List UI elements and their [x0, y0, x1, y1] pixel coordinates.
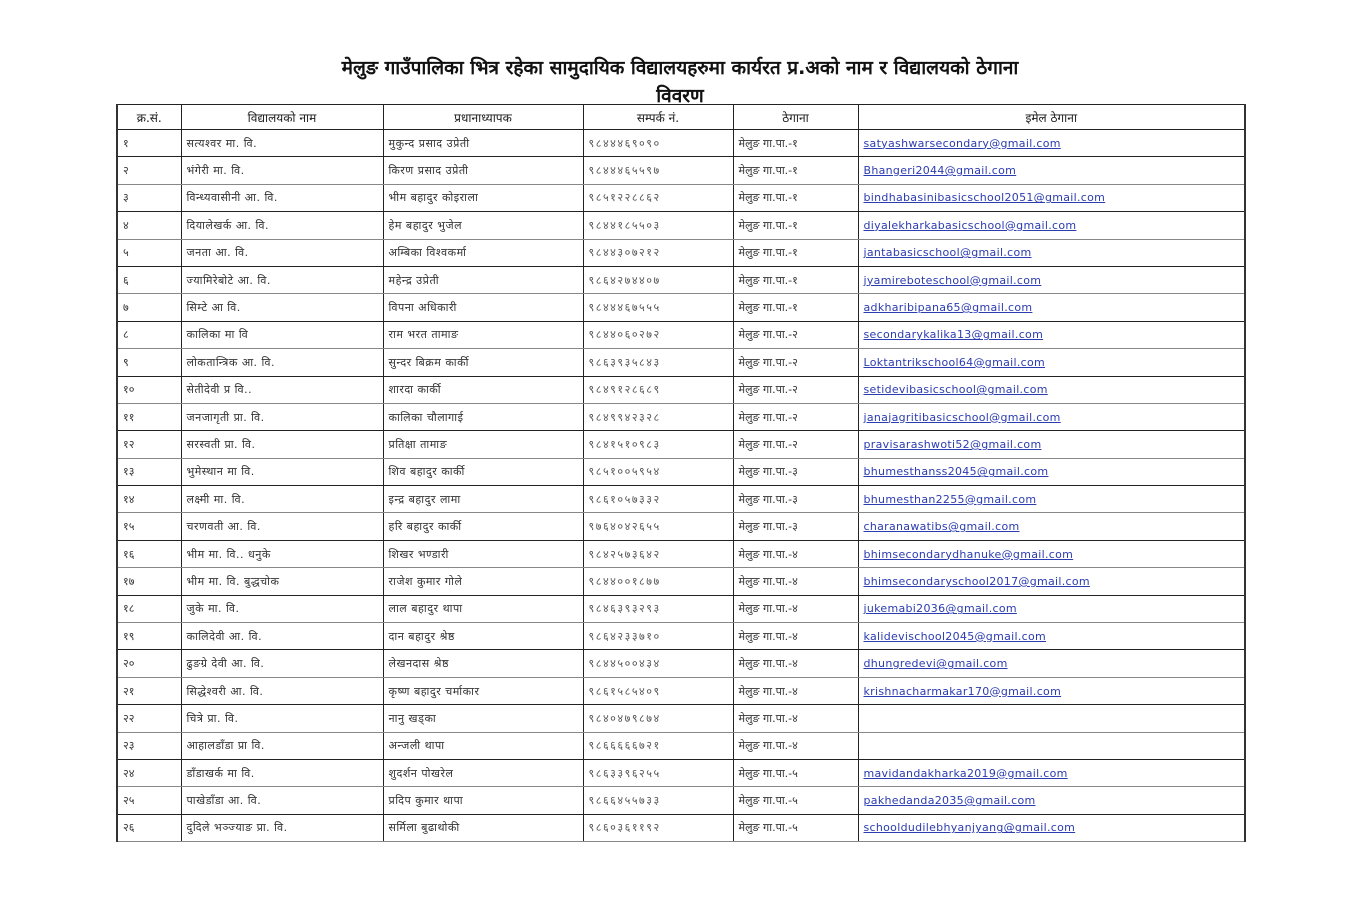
email-link[interactable]: satyashwarsecondary@gmail.com	[863, 136, 1061, 150]
address-cell: मेलुङ गा.पा.-४	[733, 595, 858, 622]
headmaster-cell: शुदर्शन पोखरेल	[383, 759, 583, 786]
school-name-cell: कालिदेवी आ. वि.	[181, 623, 383, 650]
header-serial-number: क्र.सं.	[117, 105, 181, 130]
school-name-cell: लक्ष्मी मा. वि.	[181, 486, 383, 513]
header-headmaster: प्रधानाध्यापक	[383, 105, 583, 130]
contact-number-cell: ९८६१०५७३३२	[583, 486, 733, 513]
serial-number-cell: ६	[117, 266, 181, 293]
contact-number-cell: ९८४०४७९८७४	[583, 705, 733, 732]
address-cell: मेलुङ गा.पा.-३	[733, 513, 858, 540]
email-cell	[858, 184, 1245, 211]
email-link[interactable]: kalidevischool2045@gmail.com	[863, 629, 1047, 643]
serial-number-cell: १६	[117, 540, 181, 567]
email-cell	[858, 486, 1245, 513]
email-cell	[858, 266, 1245, 293]
headmaster-cell: मुकुन्द प्रसाद उप्रेती	[383, 130, 583, 157]
serial-number-cell: ९	[117, 349, 181, 376]
email-cell	[858, 376, 1245, 403]
table-row	[117, 759, 1245, 786]
contact-number-cell: ९८६०३६११९२	[583, 814, 733, 841]
serial-number-cell: २	[117, 157, 181, 184]
serial-number-cell: ५	[117, 239, 181, 266]
school-name-cell: ढुङग्रे देवी आ. वि.	[181, 650, 383, 677]
title-line-1: मेलुङ गाउँपालिका भित्र रहेका सामुदायिक विद्यालयहरुमा कार्यरत प्र.अको नाम र विद्यालयको ठेगाना	[341, 57, 1019, 79]
school-name-cell: जनता आ. वि.	[181, 239, 383, 266]
email-link[interactable]: setidevibasicschool@gmail.com	[863, 383, 1048, 397]
headmaster-cell: प्रदिप कुमार थापा	[383, 787, 583, 814]
table-row	[117, 294, 1245, 321]
headmaster-cell: लाल बहादुर थापा	[383, 595, 583, 622]
table-row	[117, 403, 1245, 430]
address-cell: मेलुङ गा.पा.-१	[733, 212, 858, 239]
contact-number-cell: ९८४९१२८६८९	[583, 376, 733, 403]
email-link[interactable]: Bhangeri2044@gmail.com	[863, 164, 1017, 178]
school-name-cell: डाँडाखर्क मा वि.	[181, 759, 383, 786]
headmaster-cell: अन्जली थापा	[383, 732, 583, 759]
title-line-2: विवरण	[656, 85, 704, 107]
serial-number-cell: १५	[117, 513, 181, 540]
email-link[interactable]: bhumesthan2255@gmail.com	[863, 492, 1037, 506]
headmaster-cell: हेम बहादुर भुजेल	[383, 212, 583, 239]
headmaster-cell: हरि बहादुर कार्की	[383, 513, 583, 540]
contact-number-cell: ९८६४२३३७१०	[583, 623, 733, 650]
contact-number-cell: ९८६४२७४४०७	[583, 266, 733, 293]
contact-number-cell: ९८४६३९३२९३	[583, 595, 733, 622]
contact-number-cell: ९८४९९४२३२८	[583, 403, 733, 430]
contact-number-cell: ९८५१२२८८६२	[583, 184, 733, 211]
address-cell: मेलुङ गा.पा.-२	[733, 376, 858, 403]
contact-number-cell: ९८४४०६०२७२	[583, 321, 733, 348]
serial-number-cell: १७	[117, 568, 181, 595]
address-cell: मेलुङ गा.पा.-२	[733, 431, 858, 458]
table-row	[117, 157, 1245, 184]
table-row	[117, 650, 1245, 677]
email-link[interactable]: dhungredevi@gmail.com	[863, 657, 1008, 671]
table-row	[117, 130, 1245, 157]
school-name-cell: भंगेरी मा. वि.	[181, 157, 383, 184]
address-cell: मेलुङ गा.पा.-१	[733, 266, 858, 293]
school-name-cell: आहालडाँडा प्रा वि.	[181, 732, 383, 759]
table-row	[117, 458, 1245, 485]
contact-number-cell: ९८४४४६७५५५	[583, 294, 733, 321]
headmaster-cell: दान बहादुर श्रेष्ठ	[383, 623, 583, 650]
table-row	[117, 732, 1245, 759]
contact-number-cell: ९७६४०४२६५५	[583, 513, 733, 540]
contact-number-cell: ९८६१५८५४०९	[583, 677, 733, 704]
serial-number-cell: १९	[117, 623, 181, 650]
email-link[interactable]: schooldudilebhyanjyang@gmail.com	[863, 821, 1076, 835]
header-email: इमेल ठेगाना	[858, 105, 1245, 130]
headmaster-cell: शारदा कार्की	[383, 376, 583, 403]
address-cell: मेलुङ गा.पा.-३	[733, 486, 858, 513]
email-cell	[858, 595, 1245, 622]
email-link[interactable]: jantabasicschool@gmail.com	[863, 246, 1032, 260]
address-cell: मेलुङ गा.पा.-५	[733, 814, 858, 841]
serial-number-cell: २०	[117, 650, 181, 677]
serial-number-cell: ३	[117, 184, 181, 211]
schools-table	[116, 104, 1246, 842]
contact-number-cell: ९८६३३९६२५५	[583, 759, 733, 786]
email-link[interactable]: secondarykalika13@gmail.com	[863, 328, 1044, 342]
address-cell: मेलुङ गा.पा.-४	[733, 705, 858, 732]
email-cell	[858, 814, 1245, 841]
email-cell	[858, 458, 1245, 485]
contact-number-cell: ९८४४३०७२१२	[583, 239, 733, 266]
address-cell: मेलुङ गा.पा.-५	[733, 787, 858, 814]
school-name-cell: कालिका मा वि	[181, 321, 383, 348]
email-cell	[858, 759, 1245, 786]
contact-number-cell: ९८६३९३५८४३	[583, 349, 733, 376]
email-cell	[858, 513, 1245, 540]
school-name-cell: सिम्टे आ वि.	[181, 294, 383, 321]
email-cell	[858, 732, 1245, 759]
email-cell	[858, 540, 1245, 567]
email-cell	[858, 294, 1245, 321]
school-name-cell: सिद्धेश्वरी आ. वि.	[181, 677, 383, 704]
email-cell	[858, 321, 1245, 348]
table-body	[117, 130, 1245, 842]
table-row	[117, 595, 1245, 622]
document-title	[110, 54, 1250, 110]
email-cell	[858, 705, 1245, 732]
address-cell: मेलुङ गा.पा.-२	[733, 403, 858, 430]
serial-number-cell: २५	[117, 787, 181, 814]
table-row	[117, 184, 1245, 211]
address-cell: मेलुङ गा.पा.-२	[733, 349, 858, 376]
school-name-cell: ज्यामिरेबोटे आ. वि.	[181, 266, 383, 293]
school-name-cell: भीम मा. वि.. धनुके	[181, 540, 383, 567]
address-cell: मेलुङ गा.पा.-४	[733, 568, 858, 595]
school-name-cell: भुमेस्थान मा वि.	[181, 458, 383, 485]
serial-number-cell: ४	[117, 212, 181, 239]
serial-number-cell: १२	[117, 431, 181, 458]
headmaster-cell: राजेश कुमार गोले	[383, 568, 583, 595]
address-cell: मेलुङ गा.पा.-१	[733, 184, 858, 211]
headmaster-cell: सर्मिला बुढाथोकी	[383, 814, 583, 841]
table-row	[117, 431, 1245, 458]
contact-number-cell: ९८४२५७३६४२	[583, 540, 733, 567]
table-row	[117, 212, 1245, 239]
school-name-cell: जनजागृती प्रा. वि.	[181, 403, 383, 430]
address-cell: मेलुङ गा.पा.-१	[733, 157, 858, 184]
serial-number-cell: १३	[117, 458, 181, 485]
email-link[interactable]: jyamireboteschool@gmail.com	[863, 273, 1042, 287]
serial-number-cell: २१	[117, 677, 181, 704]
contact-number-cell: ९८४४५००४३४	[583, 650, 733, 677]
address-cell: मेलुङ गा.पा.-४	[733, 677, 858, 704]
serial-number-cell: ११	[117, 403, 181, 430]
email-link[interactable]: bindhabasinibasicschool2051@gmail.com	[863, 191, 1106, 205]
address-cell: मेलुङ गा.पा.-४	[733, 650, 858, 677]
school-name-cell: सेतीदेवी प्र वि..	[181, 376, 383, 403]
table-row	[117, 349, 1245, 376]
header-contact-number: सम्पर्क नं.	[583, 105, 733, 130]
school-name-cell: सरस्वती प्रा. वि.	[181, 431, 383, 458]
serial-number-cell: २४	[117, 759, 181, 786]
contact-number-cell: ९८५१००५९५४	[583, 458, 733, 485]
email-cell	[858, 431, 1245, 458]
email-cell	[858, 787, 1245, 814]
school-name-cell: भीम मा. वि. बुद्धचोक	[181, 568, 383, 595]
header-school-name: विद्यालयको नाम	[181, 105, 383, 130]
contact-number-cell: ९८६६६६६७२१	[583, 732, 733, 759]
table-row	[117, 787, 1245, 814]
serial-number-cell: १०	[117, 376, 181, 403]
table-row	[117, 486, 1245, 513]
headmaster-cell: राम भरत तामाङ	[383, 321, 583, 348]
table-row	[117, 376, 1245, 403]
table-row	[117, 814, 1245, 841]
email-cell	[858, 157, 1245, 184]
address-cell: मेलुङ गा.पा.-४	[733, 623, 858, 650]
email-cell	[858, 349, 1245, 376]
school-name-cell: दियालेखर्क आ. वि.	[181, 212, 383, 239]
headmaster-cell: भीम बहादुर कोइराला	[383, 184, 583, 211]
email-link[interactable]: bhumesthanss2045@gmail.com	[863, 465, 1049, 479]
headmaster-cell: इन्द्र बहादुर लामा	[383, 486, 583, 513]
serial-number-cell: १४	[117, 486, 181, 513]
contact-number-cell: ९८४४४६५५९७	[583, 157, 733, 184]
school-name-cell: सत्यश्वर मा. वि.	[181, 130, 383, 157]
school-name-cell: दुदिले भञ्ज्याङ प्रा. वि.	[181, 814, 383, 841]
table-row	[117, 513, 1245, 540]
email-cell	[858, 403, 1245, 430]
table-row	[117, 321, 1245, 348]
email-cell	[858, 650, 1245, 677]
serial-number-cell: ८	[117, 321, 181, 348]
serial-number-cell: १८	[117, 595, 181, 622]
headmaster-cell: सुन्दर बिक्रम कार्की	[383, 349, 583, 376]
header-address: ठेगाना	[733, 105, 858, 130]
email-cell	[858, 677, 1245, 704]
email-cell	[858, 130, 1245, 157]
address-cell: मेलुङ गा.पा.-२	[733, 321, 858, 348]
email-link[interactable]: diyalekharkabasicschool@gmail.com	[863, 218, 1077, 232]
serial-number-cell: २३	[117, 732, 181, 759]
school-name-cell: जुके मा. वि.	[181, 595, 383, 622]
headmaster-cell: लेखनदास श्रेष्ठ	[383, 650, 583, 677]
contact-number-cell: ९८४१५१०९८३	[583, 431, 733, 458]
table-row	[117, 568, 1245, 595]
email-link[interactable]: adkharibipana65@gmail.com	[863, 301, 1033, 315]
contact-number-cell: ९८४४००१८७७	[583, 568, 733, 595]
headmaster-cell: किरण प्रसाद उप्रेती	[383, 157, 583, 184]
address-cell: मेलुङ गा.पा.-४	[733, 540, 858, 567]
email-cell	[858, 623, 1245, 650]
serial-number-cell: १	[117, 130, 181, 157]
email-link[interactable]: mavidandakharka2019@gmail.com	[863, 766, 1068, 780]
email-link[interactable]: janajagritibasicschool@gmail.com	[863, 410, 1061, 424]
headmaster-cell: कालिका चौलागाई	[383, 403, 583, 430]
contact-number-cell: ९८४४१८५५०३	[583, 212, 733, 239]
serial-number-cell: २२	[117, 705, 181, 732]
address-cell: मेलुङ गा.पा.-१	[733, 130, 858, 157]
school-name-cell: चरणवती आ. वि.	[181, 513, 383, 540]
email-link[interactable]: pakhedanda2035@gmail.com	[863, 794, 1036, 808]
email-cell	[858, 568, 1245, 595]
headmaster-cell: शिखर भण्डारी	[383, 540, 583, 567]
serial-number-cell: ७	[117, 294, 181, 321]
email-link[interactable]: bhimsecondarydhanuke@gmail.com	[863, 547, 1074, 561]
email-link[interactable]: Loktantrikschool64@gmail.com	[863, 355, 1046, 369]
headmaster-cell: प्रतिक्षा तामाङ	[383, 431, 583, 458]
table-row	[117, 623, 1245, 650]
address-cell: मेलुङ गा.पा.-१	[733, 239, 858, 266]
address-cell: मेलुङ गा.पा.-१	[733, 294, 858, 321]
serial-number-cell: २६	[117, 814, 181, 841]
school-name-cell: लोकतान्त्रिक आ. वि.	[181, 349, 383, 376]
headmaster-cell: विपना अधिकारी	[383, 294, 583, 321]
school-name-cell: विन्ध्यवासीनी आ. वि.	[181, 184, 383, 211]
table-header-row	[117, 105, 1245, 130]
table-row	[117, 540, 1245, 567]
table-row	[117, 239, 1245, 266]
contact-number-cell: ९८६६४५५७३३	[583, 787, 733, 814]
school-name-cell: चित्रे प्रा. वि.	[181, 705, 383, 732]
email-cell	[858, 239, 1245, 266]
email-cell	[858, 212, 1245, 239]
headmaster-cell: शिव बहादुर कार्की	[383, 458, 583, 485]
headmaster-cell: कृष्ण बहादुर चर्माकार	[383, 677, 583, 704]
email-link[interactable]: pravisarashwoti52@gmail.com	[863, 437, 1042, 451]
headmaster-cell: अम्बिका विश्वकर्मा	[383, 239, 583, 266]
school-name-cell: पाखेडाँडा आ. वि.	[181, 787, 383, 814]
email-link[interactable]: charanawatibs@gmail.com	[863, 520, 1020, 534]
table-row	[117, 266, 1245, 293]
email-link[interactable]: jukemabi2036@gmail.com	[863, 602, 1017, 616]
contact-number-cell: ९८४४४६९०९०	[583, 130, 733, 157]
table-row	[117, 705, 1245, 732]
address-cell: मेलुङ गा.पा.-५	[733, 759, 858, 786]
email-link[interactable]: bhimsecondaryschool2017@gmail.com	[863, 574, 1090, 588]
headmaster-cell: महेन्द्र उप्रेती	[383, 266, 583, 293]
headmaster-cell: नानु खड्का	[383, 705, 583, 732]
address-cell: मेलुङ गा.पा.-३	[733, 458, 858, 485]
table-row	[117, 677, 1245, 704]
address-cell: मेलुङ गा.पा.-४	[733, 732, 858, 759]
email-link[interactable]: krishnacharmakar170@gmail.com	[863, 684, 1062, 698]
